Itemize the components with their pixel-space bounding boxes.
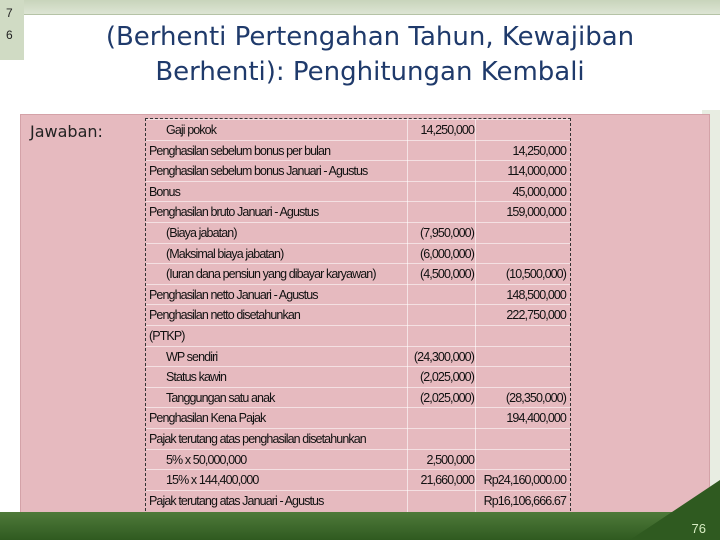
page-number: 76 [691, 521, 706, 536]
calc-row-label: WP sendiri [166, 349, 218, 364]
calc-row-label: Penghasilan Kena Pajak [149, 411, 266, 426]
calc-row-mid-value [408, 326, 474, 347]
calc-row-right-value: 114,000,000 [507, 164, 566, 179]
calc-row [146, 119, 570, 141]
calc-row-mid-value [408, 491, 474, 512]
slide-title: (Berhenti Pertengahan Tahun, Kewajiban Berhenti): Penghitungan Kembali [105, 22, 635, 87]
calc-row-mid-value [408, 161, 474, 182]
calc-row [146, 407, 570, 429]
calc-row-label: Penghasilan netto Januari - Agustus [149, 287, 318, 302]
calc-row [146, 387, 570, 409]
calc-row [146, 201, 570, 223]
calc-row-right-value [476, 450, 566, 471]
bottom-decor-band [0, 512, 720, 540]
calc-row-right-value: 45,000,000 [512, 184, 566, 199]
calc-row [146, 181, 570, 203]
calc-row-right-value [476, 223, 566, 244]
calc-row-mid-value: (24,300,000) [413, 349, 474, 364]
calc-row-label: 15% x 144,400,000 [166, 473, 259, 488]
calc-row [146, 325, 570, 347]
calc-row-right-value: 222,750,000 [506, 308, 566, 323]
calc-row-label: Gaji pokok [166, 123, 217, 137]
calc-row-right-value [476, 326, 566, 347]
calc-row-right-value: Rp16,106,666.67 [483, 493, 566, 508]
calc-row-right-value [476, 367, 566, 388]
calc-row-right-value [476, 429, 566, 450]
calc-row-mid-value: (4,500,000) [419, 267, 474, 282]
calc-row-label: (Maksimal biaya jabatan) [166, 246, 284, 261]
corner-tab [0, 0, 24, 60]
calc-row [146, 490, 570, 512]
calc-row [146, 222, 570, 244]
top-decor-band [0, 0, 720, 14]
calc-row [146, 140, 570, 162]
calc-row-mid-value: (7,950,000) [419, 226, 474, 240]
bottom-decor-wedge [630, 480, 720, 540]
calc-row [146, 284, 570, 306]
calc-row-mid-value: 2,500,000 [426, 452, 474, 467]
calc-row-label: Penghasilan bruto Januari - Agustus [149, 205, 319, 220]
calc-row-label: (Iuran dana pensiun yang dibayar karyawan) [166, 267, 376, 282]
calc-row-label: Tanggungan satu anak [166, 390, 275, 405]
calc-row-mid-value [408, 305, 474, 326]
calc-row-right-value: 194,400,000 [506, 411, 566, 426]
calc-row-label: (PTKP) [149, 329, 185, 343]
calc-row-label: Status kawin [166, 370, 227, 385]
calc-row [146, 346, 570, 368]
calc-row-mid-value [408, 202, 474, 223]
answer-label: Jawaban: [30, 122, 103, 141]
calc-row-right-value [476, 347, 566, 368]
calc-row-right-value [476, 120, 566, 141]
calc-row-mid-value [408, 141, 474, 162]
calc-row-mid-value [408, 429, 474, 450]
calc-row-right-value: (28,350,000) [505, 390, 566, 405]
calc-row [146, 428, 570, 450]
calc-row-mid-value: (6,000,000) [419, 246, 474, 261]
calc-row-label: (Biaya jabatan) [166, 226, 237, 240]
corner-number-digit: 6 [6, 28, 13, 42]
calc-row-label: Penghasilan sebelum bonus Januari - Agustus [149, 164, 368, 179]
calc-row [146, 366, 570, 388]
calc-row-mid-value: 14,250,000 [420, 123, 474, 137]
calc-row-right-value: 159,000,000 [506, 205, 566, 220]
calc-row [146, 449, 570, 471]
corner-number-digit: 7 [6, 6, 13, 20]
calc-row-mid-value [408, 408, 474, 429]
calc-row-right-value: Rp24,160,000.00 [483, 473, 566, 488]
calc-row [146, 304, 570, 326]
calc-row-label: Bonus [149, 184, 180, 199]
calc-row-label: Pajak terutang atas penghasilan disetahunkan [149, 432, 366, 446]
calc-row-right-value: (10,500,000) [505, 267, 566, 282]
calc-row-mid-value [408, 285, 474, 306]
calc-row [146, 243, 570, 265]
calc-row-right-value: 14,250,000 [512, 143, 566, 158]
calculation-table [145, 118, 571, 516]
calc-row-mid-value: 21,660,000 [420, 473, 474, 488]
calc-row-label: Penghasilan netto disetahunkan [149, 308, 300, 323]
calc-row [146, 469, 570, 491]
calc-row-label: Pajak terutang atas Januari - Agustus [149, 493, 324, 508]
calc-row [146, 160, 570, 182]
calc-row-right-value [476, 244, 566, 265]
top-decor-line [0, 14, 720, 15]
calc-row-mid-value: (2,025,000) [419, 370, 474, 385]
calc-row [146, 263, 570, 285]
calc-row-label: 5% x 50,000,000 [166, 452, 247, 467]
calc-row-mid-value: (2,025,000) [419, 390, 474, 405]
calc-row-label: Penghasilan sebelum bonus per bulan [149, 143, 331, 158]
calc-row-mid-value [408, 182, 474, 203]
calc-row-right-value: 148,500,000 [506, 287, 566, 302]
